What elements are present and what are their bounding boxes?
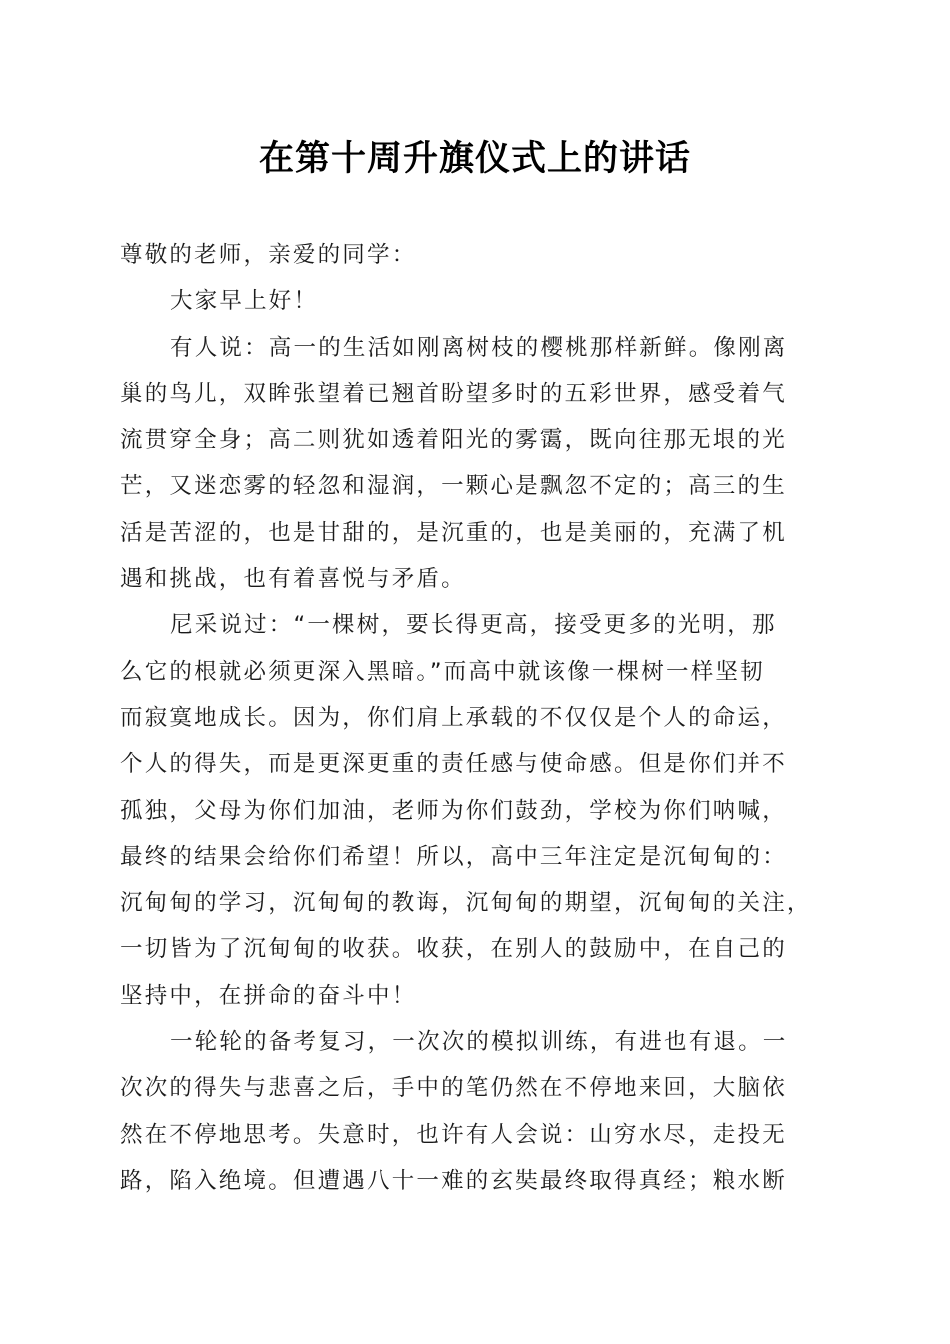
paragraph-2-line-5: 孤独，父母为你们加油，老师为你们鼓劲，学校为你们呐喊， <box>120 797 787 824</box>
paragraph-2-line-6: 最终的结果会给你们希望！所以，高中三年注定是沉甸甸的： <box>120 843 787 870</box>
salutation-line: 尊敬的老师，亲爱的同学： <box>120 242 417 268</box>
paragraph-1-line-6: 遇和挑战，也有着喜悦与矛盾。 <box>120 566 466 593</box>
paragraph-2-line-7: 沉甸甸的学习，沉甸甸的教诲，沉甸甸的期望，沉甸甸的关注， <box>120 890 812 917</box>
paragraph-1-line-2: 巢的鸟儿，双眸张望着已翘首盼望多时的五彩世界，感受着气 <box>120 380 787 407</box>
paragraph-1-line-3: 流贯穿全身；高二则犹如透着阳光的雾霭，既向往那无垠的光 <box>120 427 787 454</box>
paragraph-1-line-5: 活是苦涩的，也是甘甜的，是沉重的，也是美丽的，充满了机 <box>120 519 787 546</box>
document-title: 在第十周升旗仪式上的讲话 <box>258 138 691 179</box>
paragraph-3-line-2: 次次的得失与悲喜之后，手中的笔仍然在不停地来回，大脑依 <box>120 1075 787 1102</box>
paragraph-2-line-8: 一切皆为了沉甸甸的收获。收获，在别人的鼓励中，在自己的 <box>120 936 787 963</box>
paragraph-2-line-9: 坚持中，在拼命的奋斗中！ <box>120 982 417 1009</box>
paragraph-1-line-1: 有人说：高一的生活如刚离树枝的樱桃那样新鲜。像刚离 <box>170 334 788 361</box>
paragraph-2-line-1: 尼采说过：“一棵树，要长得更高，接受更多的光明，那 <box>170 612 777 639</box>
paragraph-3-line-4: 路，陷入绝境。但遭遇八十一难的玄奘最终取得真经；粮水断 <box>120 1167 787 1194</box>
paragraph-1-line-4: 芒，又迷恋雾的轻忽和湿润，一颗心是飘忽不定的；高三的生 <box>120 473 787 500</box>
document-body <box>120 232 840 1204</box>
paragraph-2-line-4: 个人的得失，而是更深更重的责任感与使命感。但是你们并不 <box>120 751 787 778</box>
paragraph-2-line-3: 而寂寞地成长。因为，你们肩上承载的不仅仅是个人的命运， <box>120 704 787 731</box>
paragraph-2-line-2: 么它的根就必须更深入黑暗。”而高中就该像一棵树一样坚韧 <box>120 658 765 685</box>
greeting-line: 大家早上好！ <box>170 288 319 315</box>
paragraph-3-line-1: 一轮轮的备考复习，一次次的模拟训练，有进也有退。一 <box>170 1029 788 1056</box>
paragraph-3-line-3: 然在不停地思考。失意时，也许有人会说：山穷水尽，走投无 <box>120 1121 787 1148</box>
